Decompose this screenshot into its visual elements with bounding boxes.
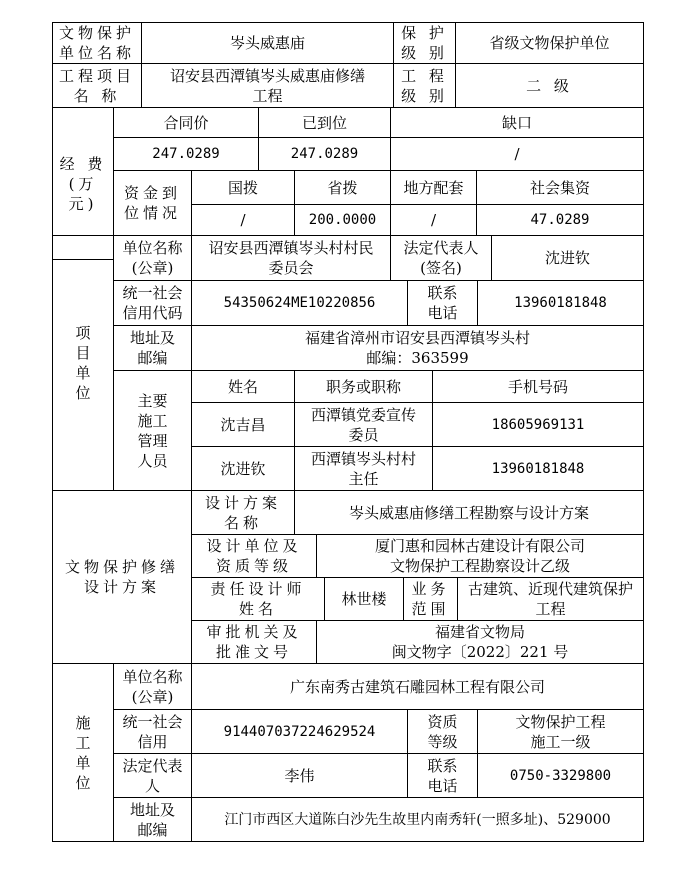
cu-address-label: 地址及 邮编	[113, 797, 192, 842]
social-value: 47.0289	[476, 204, 644, 236]
designer-value: 林世楼	[324, 577, 404, 621]
pu-name-value: 诏安县西潭镇岑头村村民 委员会	[191, 235, 391, 281]
scope-value: 古建筑、近现代建筑保护 工程	[457, 577, 644, 621]
designer-label: 责任设计师 姓名	[191, 577, 325, 621]
managers-label: 主要 施工 管理 人员	[113, 370, 192, 491]
unit-name-label: 文物保护 单位名称	[52, 22, 142, 64]
project-name-value: 诏安县西潭镇岑头威惠庙修缮 工程	[141, 63, 394, 108]
construction-unit-label: 施 工 单 位	[52, 663, 114, 842]
manager-title: 西潭镇岑头村村 主任	[294, 446, 433, 491]
contract-price-label: 合同价	[113, 107, 259, 138]
managers-col-title: 职务或职称	[294, 370, 433, 403]
design-unit-value: 厦门惠和园林古建设计有限公司 文物保护工程勘察设计乙级	[316, 534, 644, 578]
pu-address-label: 地址及 邮编	[113, 325, 192, 371]
pu-phone-label: 联系 电话	[407, 280, 478, 326]
design-label: 文物保护修缮 设计方案	[52, 490, 192, 664]
cu-name-value: 广东南秀古建筑石雕园林工程有限公司	[191, 663, 644, 710]
local-value: /	[390, 204, 477, 236]
paid-value: 247.0289	[258, 137, 391, 171]
cu-phone-value: 0750-3329800	[477, 753, 644, 798]
approval-value: 福建省文物局 闽文物字〔2022〕221 号	[316, 620, 644, 664]
local-label: 地方配套	[390, 170, 477, 205]
social-label: 社会集资	[476, 170, 644, 205]
design-plan-value: 岑头威惠庙修缮工程勘察与设计方案	[294, 490, 644, 535]
gap-value: /	[390, 137, 644, 171]
cu-qual-label: 资质 等级	[407, 709, 478, 754]
provincial-value: 200.0000	[294, 204, 391, 236]
cu-phone-label: 联系 电话	[407, 753, 478, 798]
cu-rep-value: 李伟	[191, 753, 408, 798]
pu-address-value: 福建省漳州市诏安县西潭镇岑头村 邮编：363599	[191, 325, 644, 371]
project-grade-label: 工 程 级 别	[393, 63, 456, 108]
manager-name: 沈进钦	[191, 446, 295, 491]
design-unit-label: 设计单位及 资质等级	[191, 534, 317, 578]
manager-title: 西潭镇党委宣传 委员	[294, 402, 433, 447]
project-grade-value: 二 级	[455, 63, 644, 108]
project-name-label: 工程项目 名 称	[52, 63, 142, 108]
pu-credit-label: 统一社会 信用代码	[113, 280, 192, 326]
manager-name: 沈吉昌	[191, 402, 295, 447]
provincial-label: 省拨	[294, 170, 391, 205]
pu-rep-label: 法定代表人 (签名)	[390, 235, 492, 281]
cu-rep-label: 法定代表 人	[113, 753, 192, 798]
scope-label: 业务 范围	[403, 577, 458, 621]
cu-address-value: 江门市西区大道陈白沙先生故里内南秀轩(一照多址)、529000	[191, 797, 644, 842]
cu-qual-value: 文物保护工程 施工一级	[477, 709, 644, 754]
approval-label: 审批机关及 批准文号	[191, 620, 317, 664]
unit-name-value: 岑头威惠庙	[141, 22, 394, 64]
pu-phone-value: 13960181848	[477, 280, 644, 326]
funding-label: 经 费 (万元)	[52, 107, 114, 260]
project-info-form	[52, 22, 644, 842]
cu-name-label: 单位名称 (公章)	[113, 663, 192, 710]
gap-label: 缺口	[390, 107, 644, 138]
pu-credit-value: 54350624ME10220856	[191, 280, 408, 326]
manager-mobile: 13960181848	[432, 446, 644, 491]
protection-level-label: 保 护 级 别	[393, 22, 456, 64]
fund-sources-label: 资金到 位情况	[113, 170, 192, 236]
project-unit-label: 项 目 单 位	[52, 235, 114, 491]
national-value: /	[191, 204, 295, 236]
manager-mobile: 18605969131	[432, 402, 644, 447]
pu-name-label: 单位名称 (公章)	[113, 235, 192, 281]
contract-price-value: 247.0289	[113, 137, 259, 171]
managers-col-mobile: 手机号码	[432, 370, 644, 403]
pu-rep-value: 沈进钦	[491, 235, 644, 281]
cu-credit-value: 914407037224629524	[191, 709, 408, 754]
paid-label: 已到位	[258, 107, 391, 138]
national-label: 国拨	[191, 170, 295, 205]
cu-credit-label: 统一社会 信用	[113, 709, 192, 754]
protection-level-value: 省级文物保护单位	[455, 22, 644, 64]
managers-col-name: 姓名	[191, 370, 295, 403]
design-plan-label: 设计方案 名称	[191, 490, 295, 535]
